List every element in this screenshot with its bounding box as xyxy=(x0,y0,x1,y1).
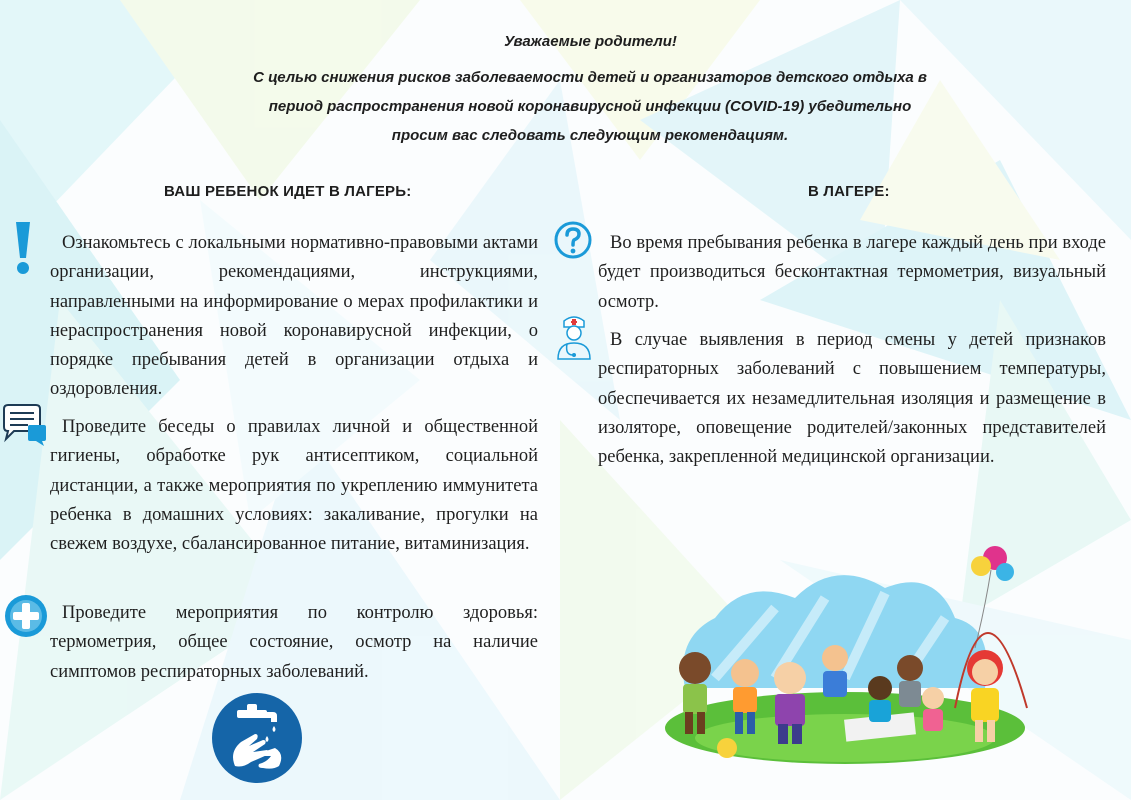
left-column-heading: ВАШ РЕБЕНОК ИДЕТ В ЛАГЕРЬ: xyxy=(164,183,412,200)
exclamation-icon xyxy=(10,220,36,276)
question-icon xyxy=(554,220,592,264)
left-paragraph-1: Ознакомьтесь с локальными нормативно-правовыми актами организации, рекомендациями, инструкциями, направленными на информирование о мерах профилактики и нераспространения новой коронавирусной инфекции, о порядке пребывания детей в организации отдыха и оздоровления. xyxy=(50,233,538,400)
right-paragraph-1: Во время пребывания ребенка в лагере каждый день при входе будет производиться бесконтактная термометрия, визуальный осмотр. xyxy=(598,233,1106,312)
nurse-icon xyxy=(554,313,594,361)
right-paragraph-2: В случае выявления в период смены у детей признаков респираторных заболеваний с повышением температуры, обеспечивается их незамедлительная изоляция и размещение в изоляторе, оповещение родителей/законных представителей ребенка, закрепленной медицинской организации. xyxy=(598,330,1106,468)
intro-text xyxy=(200,63,980,150)
right-column-heading: В ЛАГЕРЕ: xyxy=(808,183,890,200)
handwash-icon xyxy=(211,692,303,784)
speech-bubble-icon xyxy=(0,403,48,447)
left-paragraph-3: Проведите мероприятия по контролю здоровья: термометрия, общее состояние, осмотр на наличие симптомов респираторных заболеваний. xyxy=(50,603,538,682)
children-illustration xyxy=(655,538,1035,770)
intro-line: С целью снижения рисков заболеваемости детей и организаторов детского отдыха в xyxy=(253,69,927,86)
greeting-title: Уважаемые родители! xyxy=(504,33,677,50)
intro-line: период распространения новой коронавирусной инфекции (COVID-19) убедительно xyxy=(268,98,912,115)
left-paragraph-2: Проведите беседы о правилах личной и общественной гигиены, обработке рук антисептиком, социальной дистанции, а также мероприятия по укреплению иммунитета ребенка в домашних условиях: закаливание, прогулки на свежем воздухе, сбалансированное питание, витаминизация. xyxy=(50,417,538,555)
medical-plus-icon xyxy=(4,594,48,638)
intro-line: просим вас следовать следующим рекомендациям. xyxy=(391,127,789,144)
